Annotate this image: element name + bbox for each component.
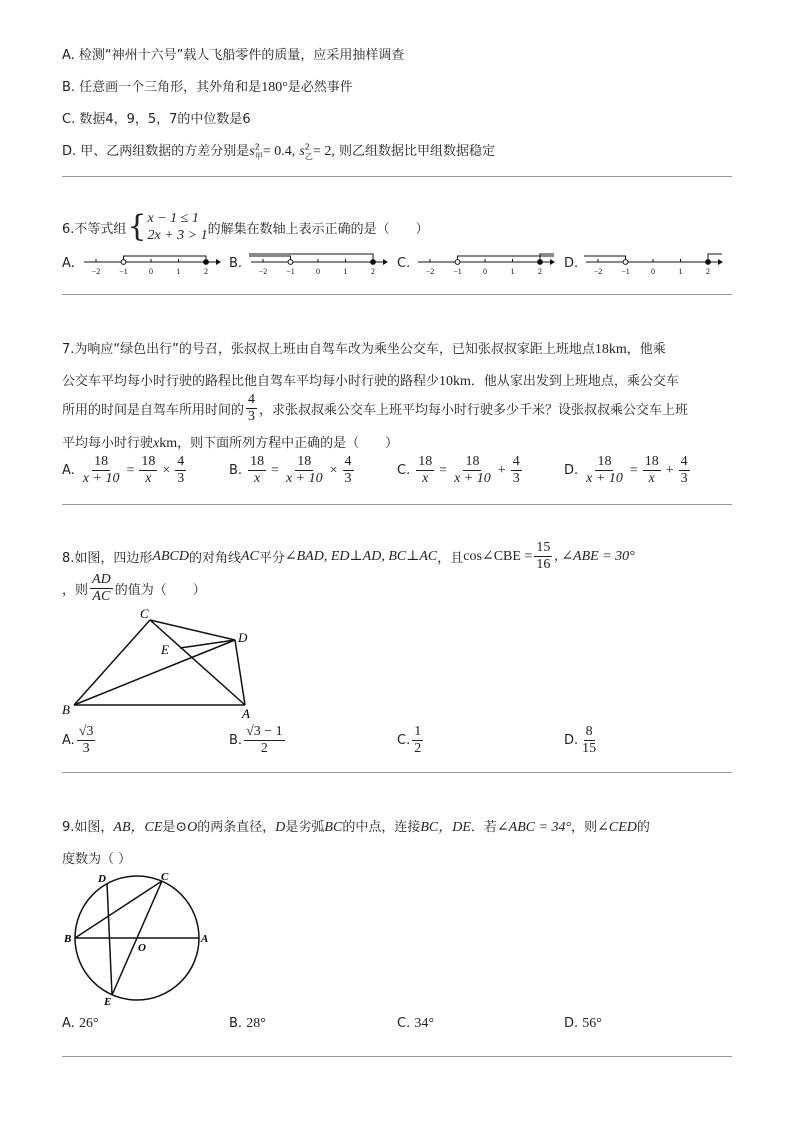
q8-ratio	[90, 572, 113, 605]
q9-d-value: 56°	[582, 1016, 602, 1031]
q8-option-a	[62, 724, 97, 757]
q5-d-s1: s	[249, 144, 255, 159]
q8-figure	[60, 602, 260, 720]
q9-mid5: ．若	[470, 820, 497, 835]
q7-frac2	[139, 454, 157, 487]
q7-n3: 4	[177, 454, 185, 469]
q8-label-c: C	[140, 606, 149, 621]
q9-b-label: B.	[229, 1016, 243, 1031]
q7-l4-post: ，则下面所列方程中正确的是（ ）	[177, 436, 399, 451]
q7-d3: 3	[344, 471, 352, 486]
tick-label: −1	[119, 267, 128, 276]
q5-d-eq1: = 0.4,	[262, 144, 296, 159]
q5-option-d: D. 甲、乙两组数据的方差分别是$s^2_甲= 0.4$, $s^2_乙= 2$, 则乙组数据比甲组数据稳定	[62, 142, 495, 161]
q9-d: D	[275, 820, 286, 835]
q7-n2: 18	[297, 454, 312, 469]
q8-c-num: 1	[414, 724, 422, 739]
q8-angle: , ∠ABE = 30°	[554, 549, 635, 564]
q5-option-c: C. 数据4，9，5，7的中位数是6	[62, 112, 251, 127]
q5-b-math: 180°	[261, 80, 288, 95]
divider	[62, 1056, 732, 1057]
endpoint-closed	[538, 260, 543, 265]
q7-frac3	[511, 454, 522, 487]
tick-label: 1	[510, 267, 515, 276]
divider	[62, 772, 732, 773]
tick-label: −2	[258, 267, 268, 276]
tick-label: 0	[149, 267, 153, 276]
q7-n2: 18	[465, 454, 480, 469]
q5-option-b	[62, 76, 353, 96]
q9-bc2: BC，DE	[420, 820, 471, 835]
q7-d2: x + 10	[454, 471, 491, 486]
q9-mid1: 是	[162, 820, 176, 835]
q9-stem-line1	[62, 816, 650, 836]
q8-ratio-num: AD	[92, 572, 111, 587]
endpoint-open	[121, 260, 126, 265]
tick-label: 2	[538, 267, 542, 276]
tick-label: 2	[706, 267, 710, 276]
q7-option-b	[229, 454, 356, 487]
q8-c-den: 2	[414, 741, 422, 756]
q8-cos: cos∠CBE =	[463, 549, 533, 564]
q8-b-den: 2	[260, 741, 268, 756]
tick-label: 0	[651, 267, 655, 276]
q8-seg-bc	[74, 620, 150, 705]
q8-text-pre: 8.如图，四边形	[62, 551, 153, 566]
q9-angle: ∠ABC = 34°	[496, 820, 572, 835]
q9-option-c	[397, 1016, 434, 1032]
q8-stem-line1	[62, 540, 635, 573]
q9-figure	[62, 870, 212, 1008]
q8-cos-num: 15	[536, 540, 551, 555]
q7-option-a	[62, 454, 188, 487]
q5-d-sub1: 甲	[254, 151, 263, 161]
q6-option-b-label: B.	[229, 256, 243, 271]
q9-label-b: B	[64, 933, 72, 945]
q9-label-o: O	[138, 942, 146, 954]
q9-mid6: ，则	[571, 820, 598, 835]
q8-a-frac	[77, 724, 96, 757]
q8-option-b	[229, 724, 287, 757]
q7-op1: =	[629, 462, 638, 478]
q9-bc: BC	[324, 820, 343, 835]
tick-label: −2	[593, 267, 603, 276]
q7-l1-post: ，他乘	[626, 342, 666, 357]
q5-d-s2: s	[299, 144, 305, 159]
q7-option-d	[564, 454, 692, 487]
q7-d1: x	[253, 471, 261, 486]
q9-d-label: D.	[564, 1016, 579, 1031]
q9-label-c: C	[161, 871, 169, 883]
q9-post: 的	[636, 820, 650, 835]
q9-pre: 9.如图，	[62, 820, 114, 835]
q8-cos-den: 16	[536, 557, 551, 572]
q5-d-post: 则乙组数据比甲组数据稳定	[338, 144, 495, 159]
q7-frac1	[81, 454, 122, 487]
q8-option-d	[564, 724, 600, 757]
tick-label: −1	[621, 267, 630, 276]
q6-stem	[62, 210, 429, 244]
q7-l1-val: 18km	[594, 342, 627, 357]
q8-a-num: √3	[78, 724, 94, 739]
q8-condition: ∠BAD, ED⊥AD, BC⊥AC	[284, 549, 438, 564]
q7-opt-label: C.	[397, 463, 411, 478]
q5-b-text: B. 任意画一个三角形，其外角和是	[62, 80, 262, 95]
q8-label-a: A	[242, 706, 250, 720]
q7-d3: 3	[680, 471, 688, 486]
q8-b-num: √3 − 1	[246, 724, 283, 739]
q6-brace: {	[127, 209, 147, 244]
q8-cos-fraction	[534, 540, 552, 573]
q7-op1: =	[271, 462, 279, 478]
q6-stem-post: 的解集在数轴上表示正确的是（ ）	[207, 221, 429, 237]
q7-l2-text: 公交车平均每小时行驶的路程比他自驾车平均每小时行驶的路程少	[62, 374, 440, 389]
tick-label: −1	[453, 267, 462, 276]
q7-d3: 3	[177, 471, 185, 486]
q9-circle: ⊙O	[175, 820, 198, 835]
q8-label-d: D	[238, 630, 248, 645]
q8-label-e: E	[161, 642, 169, 657]
q7-frac1	[584, 454, 625, 487]
q8-stem-line2	[62, 572, 206, 605]
q5-option-a: A. 检测“神州十六号”载人飞船零件的质量，应采用抽样调查	[62, 48, 405, 63]
axis-arrow	[550, 259, 555, 265]
q8-a-label: A.	[62, 733, 75, 748]
q7-frac1	[248, 454, 266, 487]
q7-op2: +	[497, 462, 506, 478]
q5-b-post: 是必然事件	[287, 80, 353, 95]
q8-c-label: C.	[397, 733, 411, 748]
q8-ratio-den: AC	[92, 589, 111, 604]
tick-label: 2	[371, 267, 375, 276]
q7-op1: =	[126, 462, 135, 478]
q8-b-label: B.	[229, 733, 243, 748]
q9-label-a: A	[201, 933, 209, 945]
q7-l3-post: ，求张叔叔乘公交车上班平均每小时行驶多少千米？设张叔叔乘公交车上班	[259, 403, 689, 418]
q9-option-d	[564, 1016, 602, 1032]
q6-numberline-b	[249, 248, 389, 276]
q6-ineq2: 2x + 3 > 1	[147, 228, 208, 243]
q7-op1: =	[439, 462, 448, 478]
solution-bracket	[249, 254, 373, 262]
q9-label-d: D	[98, 873, 106, 885]
q7-frac3	[679, 454, 690, 487]
q7-frac2	[452, 454, 493, 487]
q7-opt-label: A.	[62, 463, 75, 478]
q7-opt-label: D.	[564, 463, 579, 478]
tick-label: −1	[286, 267, 295, 276]
tick-label: 2	[204, 267, 208, 276]
q7-d3: 3	[512, 471, 520, 486]
q7-n3: 4	[512, 454, 520, 469]
divider	[62, 176, 732, 177]
q7-l2-post: ．他从家出发到上班地点，乘公交车	[470, 374, 679, 389]
q9-label-e: E	[104, 996, 112, 1008]
q9-option-a	[62, 1016, 99, 1032]
q9-c-label: C.	[397, 1016, 411, 1031]
endpoint-closed	[371, 260, 376, 265]
q7-l4-text: 平均每小时行驶	[62, 436, 154, 451]
q7-frac2	[643, 454, 661, 487]
q7-n3: 4	[680, 454, 688, 469]
q7-frac1	[416, 454, 434, 487]
q9-seg-de	[107, 883, 112, 995]
endpoint-open	[288, 260, 293, 265]
solution-bracket	[124, 256, 207, 262]
q8-d-num: 8	[585, 724, 593, 739]
q8-abcd: ABCD	[152, 548, 189, 564]
q7-n1: 18	[94, 454, 109, 469]
q8-c-frac	[412, 724, 423, 757]
tick-label: 1	[678, 267, 683, 276]
axis-arrow	[383, 259, 388, 265]
q7-n1: 18	[250, 454, 265, 469]
q7-line3	[62, 392, 688, 425]
q8-d-frac	[580, 724, 598, 757]
q6-ineq1: x − 1 ≤ 1	[147, 211, 199, 226]
solution-bracket	[584, 256, 626, 262]
q7-line2	[62, 370, 679, 390]
q8-option-c	[397, 724, 425, 757]
q7-frac-num: 4	[248, 392, 256, 407]
q8-seg-bd	[74, 640, 235, 705]
q8-d-den: 15	[582, 741, 597, 756]
q9-a-value: 26°	[78, 1016, 99, 1031]
q6-system	[148, 210, 208, 244]
q9-b-value: 28°	[246, 1016, 266, 1031]
q7-d1: x + 10	[82, 471, 120, 486]
q7-n2: 18	[141, 454, 156, 469]
q9-option-b	[229, 1016, 266, 1032]
q8-seg-da	[235, 640, 245, 705]
q9-mid3: 是劣弧	[285, 820, 325, 835]
q9-mid4: 的中点，连接	[342, 820, 421, 835]
q7-d2: x	[145, 471, 152, 486]
q8-text-mid3: ，且	[437, 551, 464, 566]
q8-seg-cd	[150, 620, 235, 640]
endpoint-open	[455, 260, 460, 265]
q7-l2-val: 10km	[439, 374, 471, 389]
q8-l2-post: 的值为（ ）	[114, 583, 206, 598]
axis-arrow	[216, 259, 221, 265]
divider	[62, 294, 732, 295]
q7-opt-label: B.	[229, 463, 243, 478]
q7-fraction	[246, 392, 257, 425]
q7-d1: x	[422, 471, 429, 486]
divider	[62, 504, 732, 505]
q8-ac: AC	[240, 548, 259, 564]
q8-seg-ca	[150, 620, 245, 705]
q8-d-label: D.	[564, 733, 579, 748]
q9-a-label: A.	[62, 1016, 75, 1031]
q7-op2: ×	[162, 462, 171, 478]
q9-c-value: 34°	[414, 1016, 434, 1031]
q7-n1: 18	[597, 454, 612, 469]
endpoint-closed	[204, 260, 209, 265]
q5-d-eq2: = 2,	[312, 144, 335, 159]
q9-ab-ce: AB，CE	[113, 820, 163, 835]
q7-l1-text: 7.为响应“绿色出行”的号召，张叔叔上班由自驾车改为乘坐公交车，已知张叔叔家距上班地点	[62, 342, 595, 357]
q7-n2: 18	[644, 454, 659, 469]
q6-stem-pre: 6.不等式组	[62, 221, 127, 237]
q8-text-mid2: 平分	[258, 551, 285, 566]
tick-label: 0	[483, 267, 487, 276]
q8-text-mid1: 的对角线	[188, 551, 241, 566]
endpoint-closed	[706, 260, 711, 265]
q7-d1: x + 10	[586, 471, 623, 486]
tick-label: 0	[316, 267, 320, 276]
q6-numberline-d	[584, 248, 724, 276]
q7-frac-den: 3	[248, 409, 256, 424]
tick-label: −2	[91, 267, 101, 276]
q7-line4	[62, 432, 398, 452]
q7-n1: 18	[418, 454, 433, 469]
tick-label: −2	[425, 267, 435, 276]
tick-label: 1	[343, 267, 348, 276]
q9-stem-line2: 度数为（ ）	[62, 852, 132, 867]
q9-ced: ∠CED	[597, 820, 637, 835]
q7-n3: 4	[344, 454, 352, 469]
tick-label: 1	[176, 267, 181, 276]
solution-bracket	[249, 256, 291, 262]
q7-d2: x + 10	[285, 471, 323, 486]
q8-label-b: B	[62, 702, 70, 717]
q7-l4-var: x	[153, 436, 160, 451]
axis-arrow	[718, 259, 723, 265]
q7-op2: ×	[329, 462, 338, 478]
q7-l4-unit: km	[159, 436, 178, 451]
q7-frac3	[175, 454, 186, 487]
q6-option-c-label: C.	[397, 256, 411, 271]
q7-option-c	[397, 454, 524, 487]
q7-line1	[62, 338, 666, 358]
q8-l2-pre: ，则	[62, 583, 89, 598]
q9-mid2: 的两条直径，	[197, 820, 276, 835]
q7-frac3	[343, 454, 354, 487]
endpoint-open	[623, 260, 628, 265]
q7-l3-text: 所用的时间是自驾车所用时间的	[62, 403, 245, 418]
q8-a-den: 3	[82, 741, 90, 756]
q7-d2: x	[648, 471, 655, 486]
q8-b-frac	[244, 724, 285, 757]
q6-numberline-a	[82, 248, 222, 276]
q7-op2: +	[665, 462, 674, 478]
q7-frac2	[284, 454, 325, 487]
q6-option-d-label: D.	[564, 256, 579, 271]
q6-option-a-label: A.	[62, 256, 75, 271]
q5-d-text: D. 甲、乙两组数据的方差分别是	[62, 144, 250, 159]
q5-d-sub2: 乙	[304, 151, 313, 161]
q6-numberline-c	[416, 248, 556, 276]
